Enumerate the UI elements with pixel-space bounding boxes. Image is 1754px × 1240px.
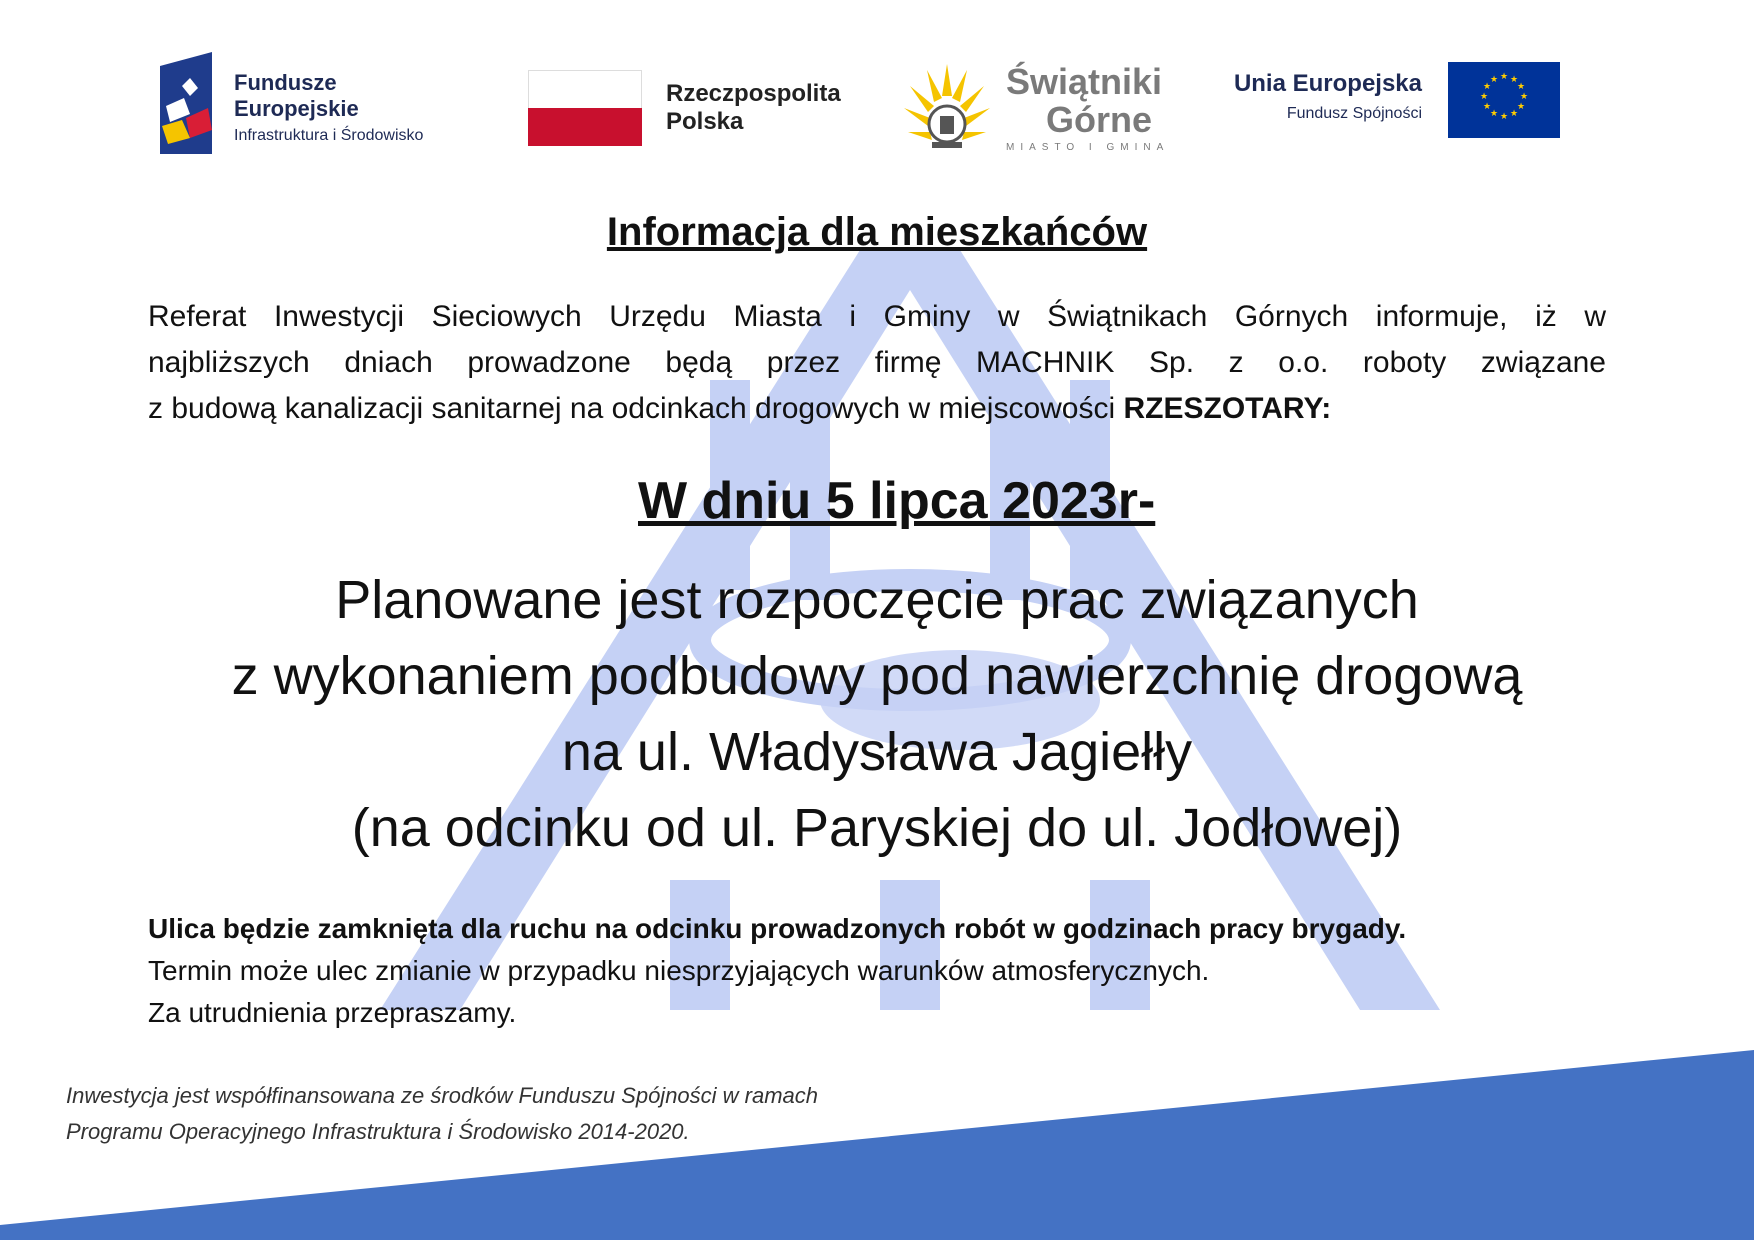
ue-line2: Fundusz Spójności [1286,105,1422,122]
logo-unia-europejska [1222,60,1562,140]
funding-note-line-2: Programu Operacyjnego Infrastruktura i Środowisko 2014-2020. [66,1119,690,1144]
main-line-4: (na odcinku od ul. Paryskiej do ul. Jodłowej) [351,798,1403,858]
intro-line-3-wrap [148,386,1606,432]
polish-flag-white-icon [528,70,642,108]
closing-line-2: Termin może ulec zmianie w przypadku niesprzyjających warunków atmosferycznych. [148,955,1210,986]
sg-line3: MIASTO I GMINA [1006,142,1170,153]
page-title: Informacja dla mieszkańców [606,210,1148,254]
svg-text:★: ★ [1499,72,1509,82]
date-heading: W dniu 5 lipca 2023r- [638,472,1156,530]
polish-flag-red-icon [528,108,642,146]
main-announcement [0,562,1754,866]
main-line-1: Planowane jest rozpoczęcie prac związanych [335,570,1419,630]
svg-text:★: ★ [1489,109,1499,119]
funding-note [66,1078,966,1150]
svg-text:★: ★ [1499,112,1509,122]
svg-text:★: ★ [1482,102,1492,112]
closing-paragraph [148,908,1608,1034]
fe-line1: Fundusze [234,70,337,95]
svg-text:★: ★ [1509,109,1519,119]
logo-fundusze-europejskie [160,52,460,156]
closing-line-3: Za utrudnienia przepraszamy. [148,997,517,1028]
logo-swiatniki-gorne [902,56,1182,156]
fe-line2: Europejskie [234,96,359,121]
svg-text:★: ★ [1509,75,1519,85]
logo-rzeczpospolita-polska [528,70,868,146]
closing-bold: Ulica będzie zamknięta dla ruchu na odcinku prowadzonych robót w godzinach pracy brygady. [148,913,1407,944]
sg-line1: Świątniki [1006,61,1163,102]
funding-note-line-1: Inwestycja jest współfinansowana ze środków Funduszu Spójności w ramach [66,1083,819,1108]
rp-line1: Rzeczpospolita [666,80,841,107]
intro-paragraph [148,294,1606,432]
intro-line-3: z budową kanalizacji sanitarnej na odcinkach drogowych w miejscowości [148,392,1116,425]
rp-line2: Polska [666,108,744,135]
sg-line2: Górne [1046,99,1153,140]
svg-text:★: ★ [1479,92,1489,102]
main-line-2: z wykonaniem podbudowy pod nawierzchnię drogową [231,646,1523,706]
main-line-3: na ul. Władysława Jagiełły [561,722,1193,782]
swiatniki-sun-emblem-icon [902,56,992,156]
intro-place: RZESZOTARY: [1123,392,1332,425]
fe-line3: Infrastruktura i Środowisko [234,127,424,144]
eu-flag-icon [1448,62,1560,138]
svg-text:★: ★ [1516,82,1526,92]
svg-text:★: ★ [1516,102,1526,112]
svg-text:★: ★ [1489,75,1499,85]
fundusze-europejskie-mark-icon [160,52,212,154]
svg-text:★: ★ [1519,92,1529,102]
intro-line-1: Referat Inwestycji Sieciowych Urzędu Miasta i Gminy w Świątnikach Górnych informuje, iż w [148,300,1606,333]
ue-line1: Unia Europejska [1233,70,1422,97]
svg-text:★: ★ [1482,82,1492,92]
intro-line-2: najbliższych dniach prowadzone będą przez firmę MACHNIK Sp. z o.o. roboty związane [148,346,1606,379]
